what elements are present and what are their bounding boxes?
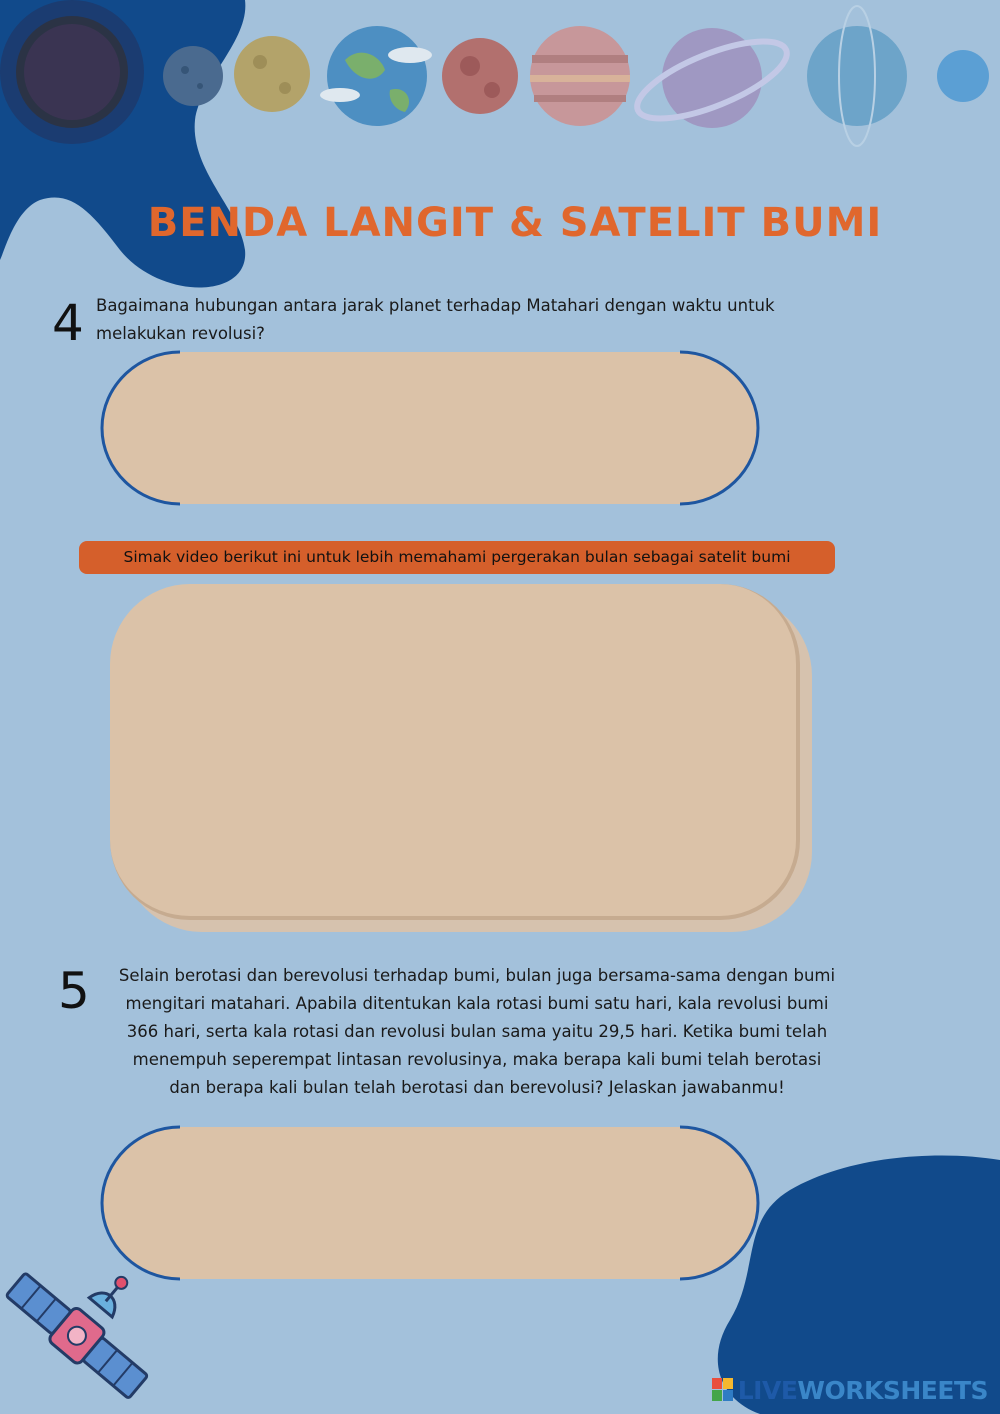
sun-icon (0, 0, 144, 144)
satellite-icon (0, 1258, 160, 1414)
jupiter-icon (530, 26, 630, 126)
question-5-line: 366 hari, serta kala rotasi dan revolusi bulan sama yaitu 29,5 hari. Ketika bumi telah (126, 1022, 828, 1041)
logo-worksheets-text: WORKSHEETS (797, 1375, 988, 1405)
question-4-text (96, 292, 856, 348)
uranus-icon (807, 6, 907, 146)
page-title: BENDA LANGIT & SATELIT BUMI (147, 200, 883, 246)
question-4-line: Bagaimana hubungan antara jarak planet terhadap Matahari dengan waktu untuk (96, 296, 775, 315)
venus-icon (234, 36, 310, 112)
mars-icon (442, 38, 518, 114)
question-5-number: 5 (58, 962, 90, 1020)
earth-icon (320, 26, 432, 126)
question-4-line: melakukan revolusi? (96, 324, 265, 343)
answer-box-frame (98, 348, 762, 508)
question-5-text (92, 962, 862, 1102)
saturn-icon (628, 26, 796, 134)
neptune-icon (937, 50, 989, 102)
logo-live-text: LIVE (737, 1375, 798, 1405)
logo-mark-icon (712, 1378, 734, 1402)
answer-box-frame (98, 1123, 762, 1283)
question-4-number: 4 (52, 294, 84, 352)
question-5-line: menempuh seperempat lintasan revolusinya, maka berapa kali bumi telah berotasi (132, 1050, 822, 1069)
question-5-line: mengitari matahari. Apabila ditentukan kala rotasi bumi satu hari, kala revolusi bumi (125, 994, 829, 1013)
liveworksheets-logo (712, 1376, 988, 1404)
planets-illustration (0, 0, 1000, 160)
mercury-icon (163, 46, 223, 106)
video-player[interactable] (110, 584, 800, 920)
video-instruction-banner: Simak video berikut ini untuk lebih memahami pergerakan bulan sebagai satelit bumi (79, 541, 835, 574)
question-5-line: Selain berotasi dan berevolusi terhadap bumi, bulan juga bersama-sama dengan bumi (118, 966, 836, 985)
question-5-line: dan berapa kali bulan telah berotasi dan berevolusi? Jelaskan jawabanmu! (169, 1078, 785, 1097)
